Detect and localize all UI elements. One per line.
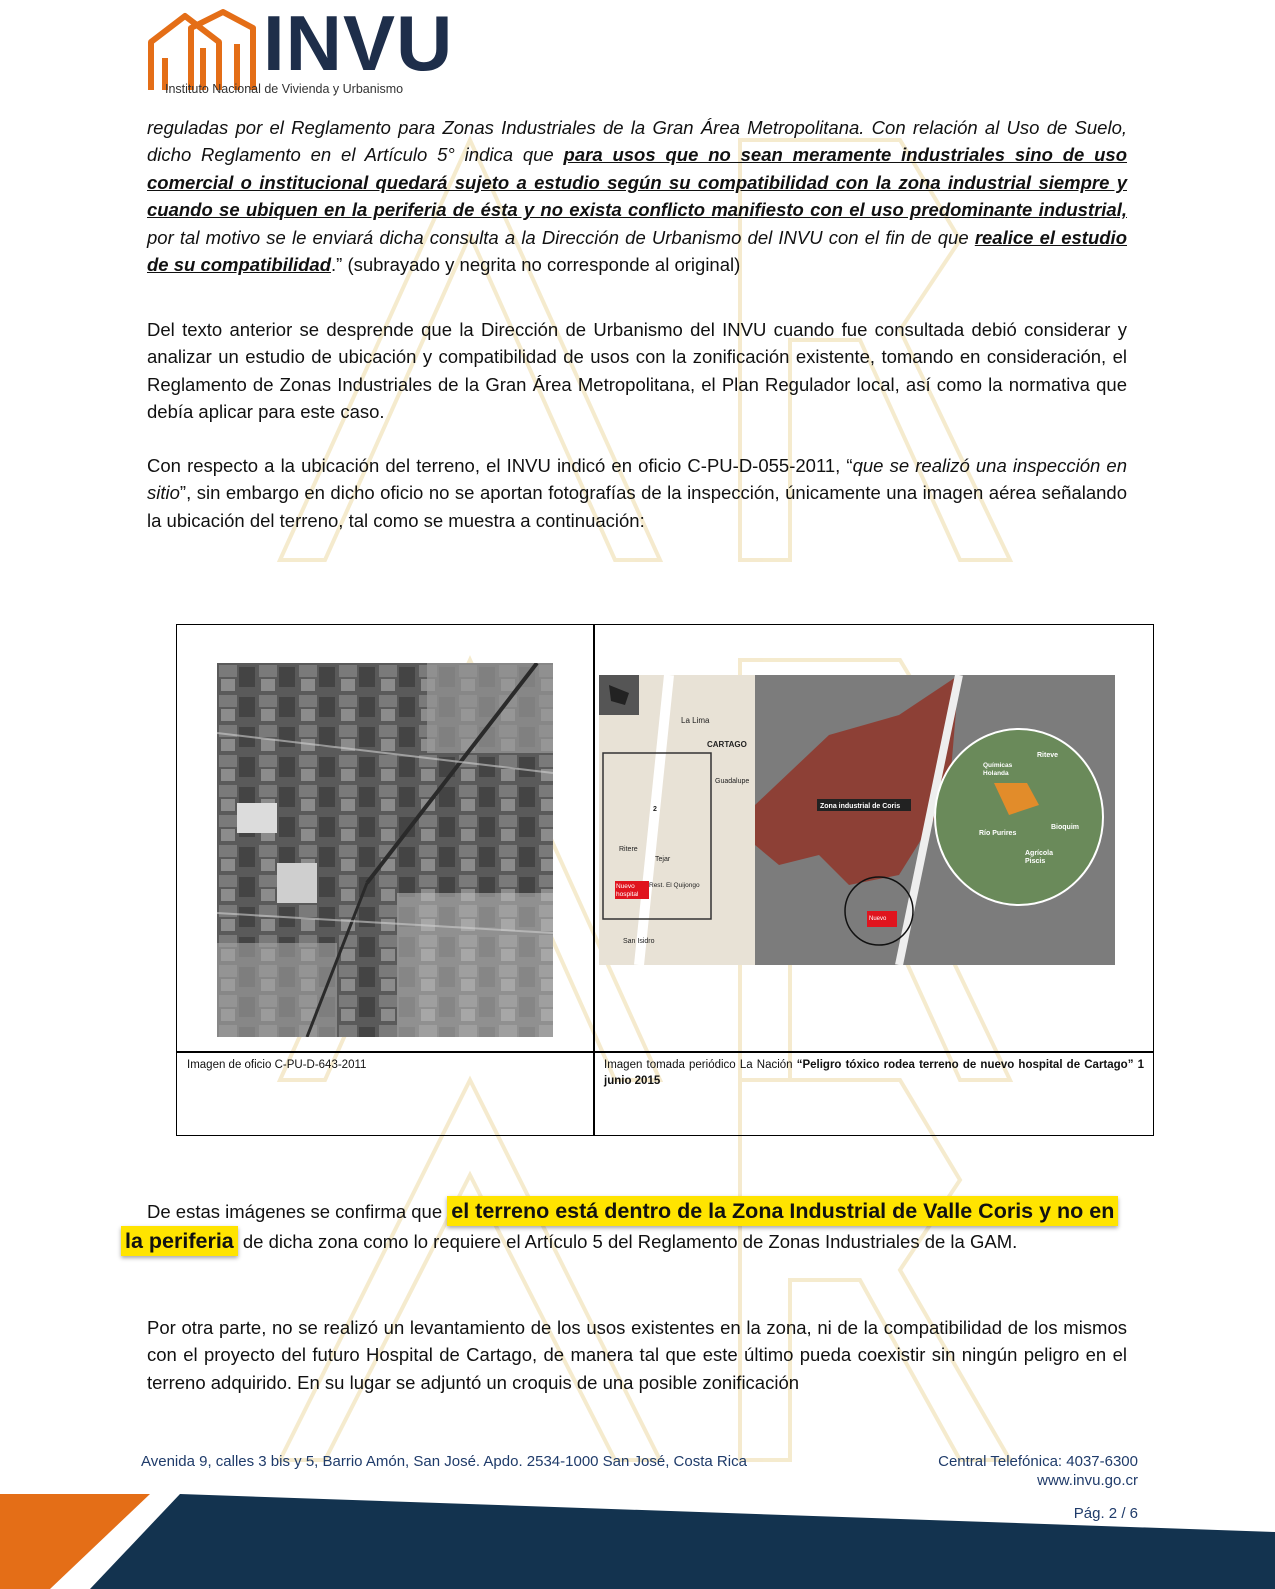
- map-label-nuevo: Nuevo: [616, 883, 635, 890]
- paragraph-4-line-1: [147, 1199, 1118, 1224]
- highlight-1: el terreno está dentro de la Zona Industrial de Valle Coris y no en: [447, 1196, 1118, 1226]
- map-label-guadalupe: Guadalupe: [715, 778, 750, 785]
- map-label-nuevo-2: Nuevo: [869, 916, 887, 922]
- para3-text-b: ”, sin embargo en dicho oficio no se aportan fotografías de la inspección, únicamente una imagen aérea señalando la ubicación del terreno, tal como se muestra a continuación:: [147, 482, 1127, 531]
- footer-band: [0, 1494, 1275, 1589]
- para3-quote: que se realizó una inspección en sitio: [147, 455, 1127, 504]
- map-label-holanda: Holanda: [983, 770, 1009, 777]
- para1-text-c: .” (subrayado y negrita no corresponde al original): [331, 254, 741, 276]
- map-label-hospital: hospital: [616, 891, 639, 898]
- map-label-road: 2: [653, 806, 657, 813]
- caption-right: [604, 1057, 1144, 1089]
- para1-emphasis-a: para usos que no sean meramente industriales sino de uso comercial o institucional quedará sujeto a estudio según su compatibilidad con la zona industrial siempre y cuando se ubiquen en la periferia de ésta y no exista conflicto manifiesto con el uso predominante industrial,: [147, 144, 1128, 221]
- map-label-quimicas: Químicas: [983, 762, 1013, 769]
- map-label-cartago: CARTAGO: [707, 740, 747, 749]
- map-label-agricola: Agrícola: [1025, 850, 1054, 857]
- footer-phone: Central Telefónica: 4037-6300: [938, 1453, 1138, 1470]
- map-label-ritere: Ritere: [619, 846, 638, 853]
- map-label-la-lima: La Lima: [681, 716, 710, 725]
- caption-right-title: “Peligro tóxico rodea terreno de nuevo hospital de Cartago” 1 junio 2015: [604, 1059, 1144, 1087]
- caption-left: Imagen de oficio C-PU-D-643-2011: [187, 1059, 367, 1071]
- map-label-rest: Rest. El Quijongo: [649, 882, 700, 889]
- logo-wordmark: INVU: [263, 0, 454, 87]
- paragraph-5: Por otra parte, no se realizó un levantamiento de los usos existentes en la zona, ni de la compatibilidad de los mismos con el proyecto del futuro Hospital de Cartago, de manera tal que este último pueda coexistir sin ningún peligro en el terreno adquirido. En su lugar se adjuntó un croquis de una posible zonificación: [147, 1317, 1127, 1393]
- map-label-san-isidro: San Isidro: [623, 938, 655, 945]
- caption-right-text: Imagen tomada periódico La Nación: [604, 1059, 797, 1071]
- para3-text-a: Con respecto a la ubicación del terreno, el INVU indicó en oficio C-PU-D-055-2011, “: [147, 455, 853, 476]
- image-table: [176, 624, 1154, 1136]
- highlight-2: la periferia: [121, 1226, 238, 1256]
- paragraph-3: [147, 452, 1127, 534]
- para1-emphasis-b: realice el estudio de su compatibilidad: [147, 226, 1127, 276]
- aerial-photo: [217, 663, 553, 1037]
- para4-text-a: De estas imágenes se confirma que: [147, 1201, 448, 1222]
- newspaper-map: [599, 675, 1115, 965]
- paragraph-2: Del texto anterior se desprende que la Dirección de Urbanismo del INVU cuando fue consultada debió considerar y analizar un estudio de ubicación y compatibilidad de usos con la zonificación existente, tomando en consideración, el Reglamento de Zonas Industriales de la Gran Área Metropolitana, el Plan Regulador local, así como la normativa que debía aplicar para este caso.: [147, 319, 1127, 423]
- logo-subtitle: Instituto Nacional de Vivienda y Urbanismo: [165, 82, 404, 96]
- map-label-rio: Río Purires: [979, 830, 1017, 837]
- para4-text-b: de dicha zona como lo requiere el Artículo 5 del Reglamento de Zonas Industriales de la GAM.: [237, 1231, 1018, 1252]
- map-label-tejar: Tejar: [655, 856, 671, 863]
- paragraph-1: [147, 114, 1127, 278]
- page-number: Pág. 2 / 6: [1073, 1505, 1138, 1522]
- para1-text-b: por tal motivo se le enviará dicha consulta a la Dirección de Urbanismo del INVU con el fin de que: [147, 226, 975, 248]
- map-label-zona: Zona industrial de Coris: [820, 803, 901, 810]
- invu-logo: [145, 0, 454, 100]
- footer-web[interactable]: www.invu.go.cr: [1037, 1472, 1138, 1489]
- map-label-bioquim: Bioquim: [1051, 824, 1079, 831]
- table-divider-horizontal: [177, 1051, 1153, 1053]
- map-label-piscis: Piscis: [1025, 858, 1046, 865]
- para1-text-a: reguladas por el Reglamento para Zonas Industriales de la Gran Área Metropolitana. Con relación al Uso de Suelo, dicho Reglamento en el Artículo 5° indica que: [147, 117, 1127, 166]
- map-label-riteve: Riteve: [1037, 752, 1059, 759]
- table-divider-vertical: [593, 625, 595, 1135]
- footer-address: Avenida 9, calles 3 bis y 5, Barrio Amón, San José. Apdo. 2534-1000 San José, Costa Rica: [141, 1453, 747, 1470]
- paragraph-4-line-2: [121, 1229, 1017, 1254]
